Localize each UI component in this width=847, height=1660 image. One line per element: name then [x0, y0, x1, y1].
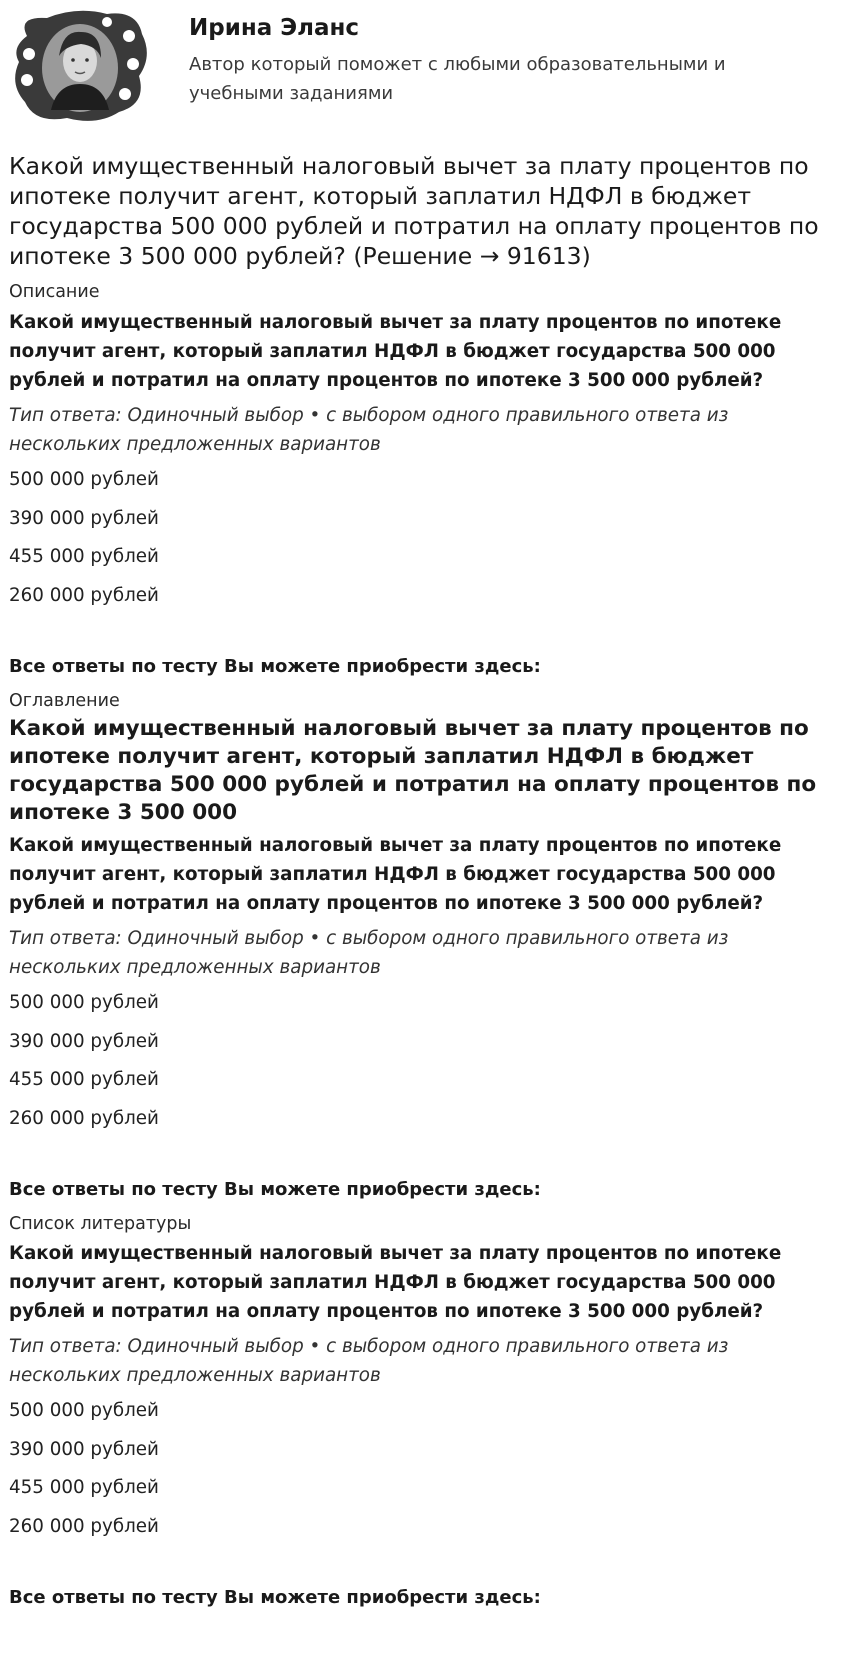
option-item: 390 000 рублей — [9, 1438, 159, 1460]
option-item: 500 000 рублей — [9, 992, 159, 1013]
section-label: Описание — [9, 282, 100, 302]
options-list — [9, 1399, 838, 1553]
section-label: Список литературы — [9, 1214, 192, 1234]
options-list — [9, 468, 838, 622]
section-label: Оглавление — [9, 691, 120, 711]
question-text: Какой имущественный налоговый вычет за плату процентов по ипотеке получит агент, который заплатил НДФЛ в бюджет государства 500 000 рублей и потратил на оплату процентов по ипотеке 3 500 000 рублей? — [9, 835, 782, 914]
buy-answers-text: Все ответы по тесту Вы можете приобрести здесь: — [9, 1587, 541, 1608]
buy-answers-text: Все ответы по тесту Вы можете приобрести здесь: — [9, 1179, 541, 1200]
toc-heading: Какой имущественный налоговый вычет за плату процентов по ипотеке получит агент, который заплатил НДФЛ в бюджет государства 500 000 рублей и потратил на оплату процентов по ипотеке 3 500 000 — [9, 716, 817, 825]
author-avatar[interactable] — [7, 6, 153, 126]
option-item: 390 000 рублей — [9, 507, 159, 529]
option-item: 455 000 рублей — [9, 1069, 159, 1090]
answer-type: Тип ответа: Одиночный выбор • с выбором одного правильного ответа из нескольких предложенных вариантов — [9, 928, 729, 978]
buy-answers-text: Все ответы по тесту Вы можете приобрести здесь: — [9, 656, 541, 677]
option-item: 500 000 рублей — [9, 469, 159, 490]
option-item: 455 000 рублей — [9, 546, 159, 567]
author-header — [9, 0, 838, 132]
section-toc — [9, 689, 838, 1202]
author-description: Автор который поможет с любыми образовательными и учебными заданиями — [189, 54, 726, 104]
author-info — [189, 6, 789, 108]
answer-type: Тип ответа: Одиночный выбор • с выбором одного правильного ответа из нескольких предложенных вариантов — [9, 1336, 729, 1386]
answer-type: Тип ответа: Одиночный выбор • с выбором одного правильного ответа из нескольких предложенных вариантов — [9, 405, 729, 455]
option-item: 260 000 рублей — [9, 1107, 159, 1129]
page-title: Какой имущественный налоговый вычет за плату процентов по ипотеке получит агент, который заплатил НДФЛ в бюджет государства 500 000 рублей и потратил на оплату процентов по ипотеке 3 500 000 рублей? (Решение → 91613) — [9, 152, 819, 270]
section-bibliography — [9, 1212, 838, 1610]
option-item: 260 000 рублей — [9, 584, 159, 606]
question-text: Какой имущественный налоговый вычет за плату процентов по ипотеке получит агент, который заплатил НДФЛ в бюджет государства 500 000 рублей и потратил на оплату процентов по ипотеке 3 500 000 рублей? — [9, 1243, 782, 1322]
question-text: Какой имущественный налоговый вычет за плату процентов по ипотеке получит агент, который заплатил НДФЛ в бюджет государства 500 000 рублей и потратил на оплату процентов по ипотеке 3 500 000 рублей? — [9, 312, 782, 391]
author-name[interactable]: Ирина Эланс — [189, 15, 360, 41]
option-item: 455 000 рублей — [9, 1477, 159, 1498]
option-item: 260 000 рублей — [9, 1515, 159, 1537]
option-item: 500 000 рублей — [9, 1400, 159, 1421]
option-item: 390 000 рублей — [9, 1030, 159, 1052]
section-description — [9, 280, 838, 679]
options-list — [9, 991, 838, 1145]
